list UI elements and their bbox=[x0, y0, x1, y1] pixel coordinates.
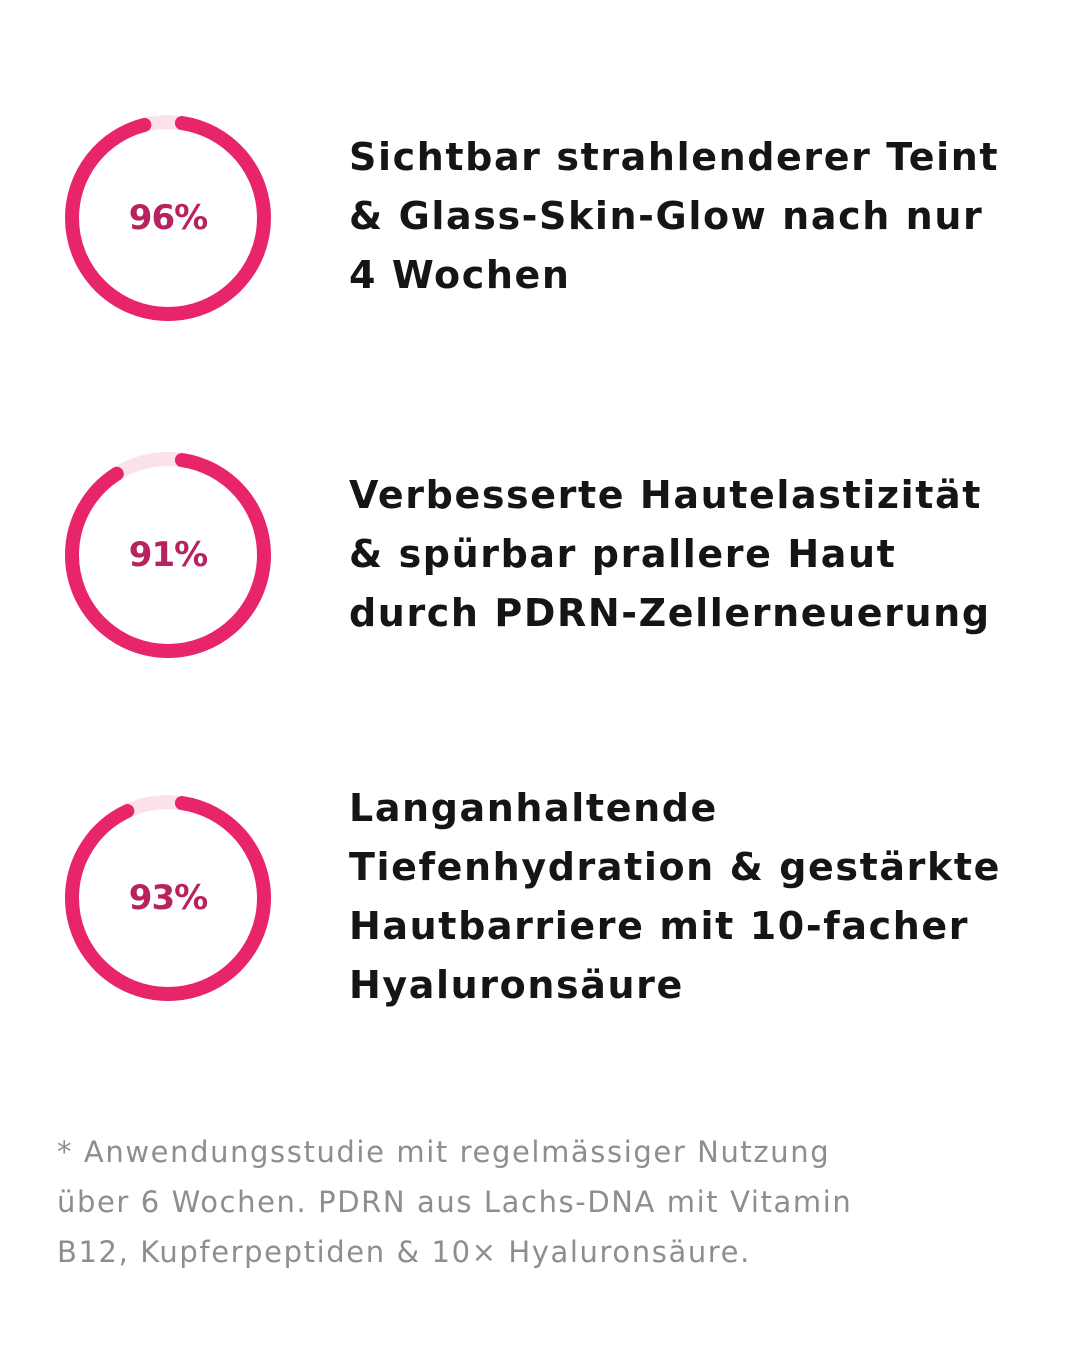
stat-description-line: Hautbarriere mit 10-facher bbox=[349, 904, 970, 948]
progress-ring bbox=[60, 447, 276, 663]
stat-description-line: & Glass-Skin-Glow nach nur bbox=[349, 194, 984, 238]
footnote-line: über 6 Wochen. PDRN aus Lachs-DNA mit Vitamin bbox=[57, 1185, 853, 1219]
stat-description-line: Langanhaltende bbox=[349, 786, 718, 830]
stat-description-line: Tiefenhydration & gestärkte bbox=[349, 845, 1001, 889]
stat-description bbox=[349, 128, 1049, 305]
stat-description-line: durch PDRN-Zellerneuerung bbox=[349, 591, 991, 635]
progress-ring bbox=[60, 110, 276, 326]
footnote bbox=[57, 1127, 1047, 1277]
stat-description-line: & spürbar prallere Haut bbox=[349, 532, 897, 576]
stat-description-line: 4 Wochen bbox=[349, 253, 571, 297]
percent-value: 96% bbox=[128, 198, 208, 238]
stat-description bbox=[349, 466, 1049, 643]
progress-ring bbox=[60, 790, 276, 1006]
percent-value: 93% bbox=[128, 878, 208, 918]
stat-description-line: Verbesserte Hautelastizität bbox=[349, 473, 982, 517]
stat-description-line: Sichtbar strahlenderer Teint bbox=[349, 135, 1000, 179]
percent-value: 91% bbox=[128, 535, 208, 575]
stat-description bbox=[349, 779, 1049, 1015]
footnote-line: B12, Kupferpeptiden & 10× Hyaluronsäure. bbox=[57, 1235, 751, 1269]
stat-description-line: Hyaluronsäure bbox=[349, 963, 684, 1007]
footnote-line: * Anwendungsstudie mit regelmässiger Nutzung bbox=[57, 1135, 831, 1169]
